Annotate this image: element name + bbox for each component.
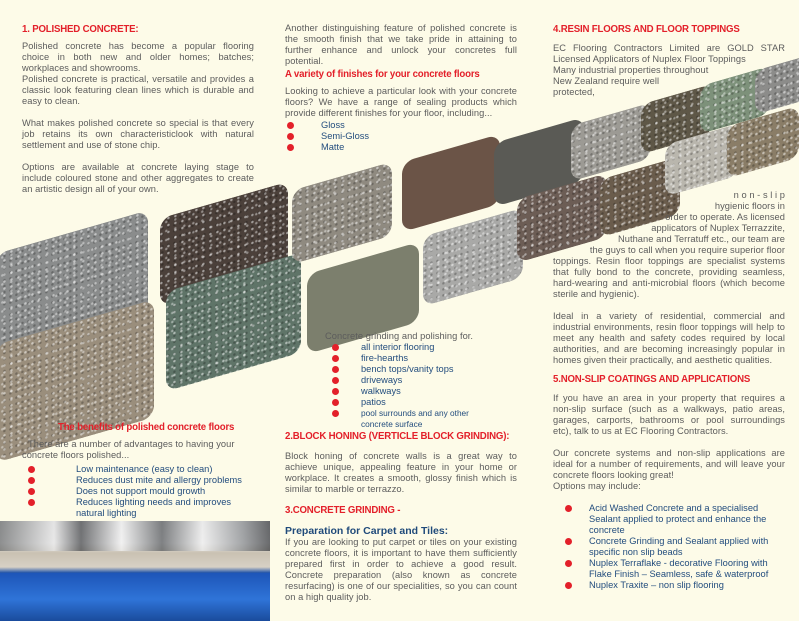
list-item: Nuplex Terraflake - decorative Flooring with Flake Finish – Seamless, safe & waterproof: [553, 558, 785, 580]
pool-photo: [0, 521, 270, 621]
section-polished-concrete: [22, 23, 254, 195]
finishes-list: [285, 120, 517, 153]
paragraph: There are a number of advantages to having your concrete floors polished...: [22, 439, 235, 460]
section-concrete-grinding: [285, 504, 517, 603]
non-slip-options-list: [553, 503, 785, 591]
bullet-icon: [332, 366, 339, 373]
bullet-icon: [332, 388, 339, 395]
paragraph: Another distinguishing feature of polished concrete is the smooth finish that we take pride in attaining to further enhance and unlock your concretes full potential.: [285, 23, 517, 66]
grinding-uses-list: [325, 342, 525, 429]
bullet-icon: [332, 355, 339, 362]
list-item: pool surrounds and any other concrete surface: [325, 408, 491, 429]
list-item: Matte: [285, 142, 517, 153]
text-line: applicators of Nuplex Terrazzite,: [651, 223, 785, 233]
list-item: Reduces lighting needs and improves natural lighting: [22, 497, 254, 519]
bullet-icon: [287, 144, 294, 151]
bullet-icon: [28, 499, 35, 506]
bullet-icon: [565, 505, 572, 512]
list-item: patios: [325, 397, 525, 408]
list-item: all interior flooring: [325, 342, 525, 353]
paragraph: Options may include:: [553, 481, 641, 491]
bullet-icon: [28, 488, 35, 495]
list-item: Nuplex Traxite – non slip flooring: [553, 580, 785, 591]
bullet-icon: [332, 344, 339, 351]
intro-lines: [553, 43, 785, 98]
house-background: [0, 521, 270, 551]
list-item: Gloss: [285, 120, 517, 131]
list-item: walkways: [325, 386, 525, 397]
text-line: New Zealand require well: [553, 76, 660, 86]
paragraph: Ideal in a variety of residential, commercial and industrial environments, resin floor toppings will help to meet any health and safety codes required by local authorities, and are becoming increasingly popular in homes given their practically, and aesthetic qualities.: [553, 311, 785, 365]
section-heading: 3.CONCRETE GRINDING -: [285, 504, 401, 516]
pool-water: [0, 573, 270, 621]
text-line: protected,: [553, 87, 595, 97]
list-item: Reduces dust mite and allergy problems: [22, 475, 254, 486]
list-item: fire-hearths: [325, 353, 525, 364]
list-item: Acid Washed Concrete and a specialised Sealant applied to protect and enhance the concrete: [553, 503, 785, 536]
bullet-icon: [332, 399, 339, 406]
list-item: Does not support mould growth: [22, 486, 254, 497]
section-subheading: A variety of finishes for your concrete floors: [285, 68, 480, 80]
grinding-uses: [325, 331, 525, 429]
bullet-icon: [332, 410, 339, 417]
section-heading: 2.BLOCK HONING (VERTICLE BLOCK GRINDING):: [285, 430, 510, 442]
section-resin-floors-continued: [553, 190, 785, 366]
bullet-icon: [287, 133, 294, 140]
list-item: Semi-Gloss: [285, 131, 517, 142]
bullet-icon: [565, 538, 572, 545]
text-line: hygienic floors in: [714, 201, 785, 211]
list-item: driveways: [325, 375, 525, 386]
bullet-icon: [287, 122, 294, 129]
section-heading: 1. POLISHED CONCRETE:: [22, 23, 139, 35]
bullet-icon: [565, 560, 572, 567]
text-line: Nuthane and Terratuff etc., our team are: [617, 234, 785, 244]
paragraph: If you are looking to put carpet or tiles on your existing concrete floors, it is important to have them sufficiently prepared first in order to achieve a good result. Concrete preparation (also known as concrete resurfacing) is one of our specialities, so you can count on a high quality job.: [285, 537, 517, 602]
paragraph: Polished concrete has become a popular flooring choice in both new and older homes; batches; workplaces and showrooms.: [22, 41, 254, 73]
section-heading: 5.NON-SLIP COATINGS AND APPLICATIONS: [553, 373, 751, 385]
paragraph: Concrete grinding and polishing for.: [325, 331, 474, 341]
benefits-list: [22, 464, 254, 519]
bullet-icon: [28, 477, 35, 484]
list-item: Low maintenance (easy to clean): [22, 464, 254, 475]
bullet-icon: [28, 466, 35, 473]
list-item: Concrete Grinding and Sealant applied with specific non slip beads: [553, 536, 785, 558]
text-line: Licensed Applicators of Nuplex Floor Toppings: [553, 54, 746, 64]
paragraph: Options are available at concrete laying stage to include coloured stone and other aggregates to create an artistic design all of your own.: [22, 162, 254, 194]
section-block-honing: [285, 430, 517, 495]
section-benefits: [22, 421, 254, 519]
text-line: n o n - s l i p: [733, 190, 785, 200]
section-resin-floors: [553, 23, 785, 98]
paragraph: Our concrete systems and non-slip applications are ideal for a number of requirements, and will leave your concrete floors looking great!: [553, 448, 785, 480]
list-item: bench tops/vanity tops: [325, 364, 525, 375]
section-finishes: [285, 23, 517, 153]
paragraph: Looking to achieve a particular look with your concrete floors? We have a range of sealing products which provide different finishes for your floor, including...: [285, 86, 517, 118]
section-subheading: Preparation for Carpet and Tiles:: [285, 525, 449, 537]
text-line: EC Flooring Contractors Limited are GOLD STAR: [553, 43, 785, 53]
paragraph: Polished concrete is practical, versatile and provides a classic look featuring clean lines which is durable and easy to clean.: [22, 74, 254, 106]
paragraph: Block honing of concrete walls is a great way to achieve unique, appealing feature in your home or workplace. It creates a smooth, glossy finish which is similar to marble or terrazzo.: [285, 451, 517, 494]
section-subheading: The benefits of polished concrete floors: [58, 421, 235, 433]
section-heading: 4.RESIN FLOORS AND FLOOR TOPPINGS: [553, 23, 740, 35]
concrete-sample-image: [423, 208, 523, 307]
text-line: order to operate. As licensed: [665, 212, 785, 222]
paragraph: What makes polished concrete so special is that every job retains its own characteristiclook with natural settlement and use of stone chip.: [22, 118, 254, 150]
bullet-icon: [332, 377, 339, 384]
bullet-icon: [565, 582, 572, 589]
concrete-sample-image: [292, 162, 392, 265]
paragraph: toppings. Resin floor toppings are specialist systems that fully bond to the concrete, providing seamless, hard-wearing and anti-microbial floors (which become sterile and hygienic).: [553, 256, 785, 299]
paragraph: If you have an area in your property that requires a non-slip surface (such as a walkways, patio areas, garages, carports, bathrooms or pool surroundings etc), talk to us at EC Flooring Contractors.: [553, 393, 785, 436]
text-line: Many industrial properties throughout: [553, 65, 709, 75]
text-line: the guys to call when you require superior floor: [589, 245, 785, 255]
section-non-slip: [553, 373, 785, 591]
